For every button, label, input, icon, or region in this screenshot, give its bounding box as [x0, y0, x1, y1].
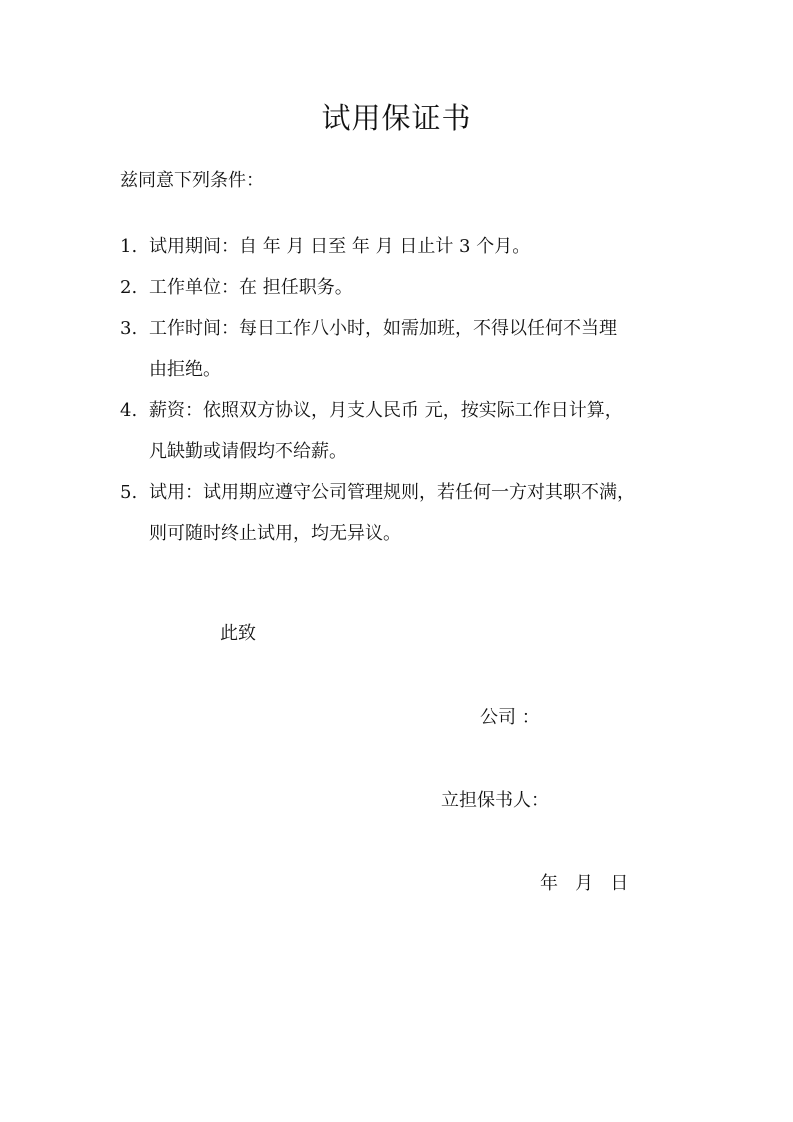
term-text: [149, 267, 690, 308]
term-line: 则可随时终止试用，均无异议。: [149, 523, 401, 544]
term-item-1: [120, 226, 690, 267]
term-text: [149, 226, 690, 267]
term-line: 试用期间：自 年 月 日至 年 月 日止计 3 个月。: [149, 236, 531, 257]
term-number: 5.: [120, 482, 138, 503]
term-item-4: [120, 390, 690, 472]
date-label: 年 月 日: [540, 873, 629, 894]
term-line: 由拒绝。: [149, 359, 221, 380]
closing-salutation: 此致: [220, 623, 256, 644]
term-item-2: [120, 267, 690, 308]
company-signature-label: 公司 ：: [480, 707, 540, 728]
term-text: [149, 308, 690, 390]
term-item-3: [120, 308, 690, 390]
term-text: [149, 390, 690, 472]
term-number: 4.: [120, 400, 138, 421]
term-line: 工作时间：每日工作八小时，如需加班，不得以任何不当理: [149, 318, 617, 339]
term-line: 试用：试用期应遵守公司管理规则，若任何一方对其职不满，: [149, 482, 635, 503]
guarantor-signature-label: 立担保书人：: [441, 790, 549, 811]
term-text: [149, 472, 690, 554]
term-number: 1.: [120, 236, 138, 257]
term-number: 3.: [120, 318, 138, 339]
term-number: 2.: [120, 277, 138, 298]
intro-text: 兹同意下列条件：: [120, 170, 264, 191]
term-line: 工作单位：在 担任职务。: [149, 277, 353, 298]
term-line: 凡缺勤或请假均不给薪。: [149, 441, 347, 462]
term-line: 薪资：依照双方协议，月支人民币 元，按实际工作日计算，: [149, 400, 623, 421]
term-item-5: [120, 472, 690, 554]
document-title: 试用保证书: [321, 101, 472, 135]
terms-list: [120, 226, 690, 554]
